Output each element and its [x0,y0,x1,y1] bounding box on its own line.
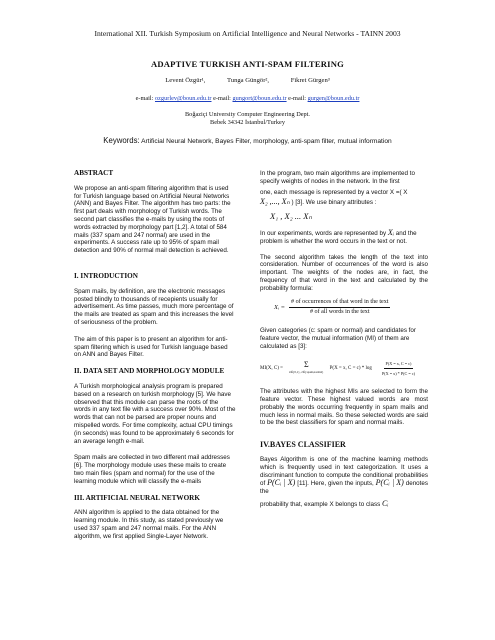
email-label: e-mail: [135,95,154,102]
email-label: e-mail: [213,95,231,102]
formula-denominator: # of all words in the text [309,309,370,316]
vector-tail: ) [3]. We use binary attributes : [291,199,377,207]
author-1: Levent Özgür¹, [165,77,206,84]
vector-expression: X₂ ,..., Xₙ [260,197,290,207]
paper-title: ADAPTIVE TURKISH ANTI-SPAM FILTERING [150,59,345,69]
affiliation-line-1: Boğaziçi University Computer Engineering Dept. [184,111,311,118]
affiliation [0,111,495,127]
class-symbol: Cᵢ [381,498,389,508]
right-paragraph-7 [260,500,428,509]
right-paragraph-6 [260,456,428,496]
right-paragraph-2a: In our experiments, words are represented by [260,229,387,237]
mi-sum-subscript: x∈{0,1}, c∈{spam,normal} [288,369,324,374]
word-symbol: Xᵢ [387,227,395,237]
right-paragraph-2b: and the problem is whether the word occurs in the text or not. [260,229,417,245]
running-header: International XII. Turkish Symposium on Artificial Intelligence and Neural Networks - TAINN 2003 [94,29,401,38]
email-label: e-mail: [288,95,306,102]
right-paragraph-6a: Bayes Algorithm is one of the machine learning methods which is frequently used in text categorization. It uses a discriminant function to compute the conditional probabilities of [260,455,428,488]
right-paragraph-2 [260,229,428,246]
mi-fraction [382,360,415,379]
affiliation-line-2: Bebek 34342 İstanbul/Turkey [210,119,285,126]
dataset-heading: II. DATA SET AND MORPHOLOGY MODULE [74,367,225,376]
formula-numerator: # of occurrences of that word in the text [289,299,390,309]
keywords-label: Keywords: [103,136,140,145]
email-link-1[interactable]: ozgurlev@boun.edu.tr [154,95,212,102]
mi-numerator: P(X = x, C = c) [384,360,414,370]
ann-heading: III. ARTIFICIAL NEURAL NETWORK [74,493,200,502]
mi-lhs: MI(X, C) = [260,365,283,371]
formula-lhs: Xᵢ = [274,303,286,311]
right-paragraph-1b: one, each message is represented by a vector X =( X [260,188,408,196]
formula-fraction [289,299,390,318]
right-paragraph-6b: [11]. Here, given the inputs, [297,480,374,488]
left-column [74,170,236,549]
right-paragraph-4: Given categories (c: spam or normal) and candidates for feature vector, the mutual information (MI) of them are calculated as [3]: [260,327,416,350]
author-3: Fikret Gürgen³ [290,77,330,84]
intro-paragraph-1: Spam mails, by definition, are the electronic messages posted blindly to thousands of recepients usually for advertisement. As time passes, much more percentage of the mails are treated as spam and this increases the level of seriousness of the problem. [74,287,234,326]
mi-term: P(X = x, C = c) * log [329,365,372,371]
ann-paragraph-1: ANN algorithm is applied to the data obtained for the learning module. In this study, as stated previously we used 337 spam and 247 normal mails. For the ANN algorithm, we first applied Single-Layer Network. [74,509,224,540]
vector-line [260,198,428,207]
keywords-text: Artificial Neural Network, Bayes Filter, morphology, anti-spam filter, mutual information [141,138,392,145]
right-paragraph-7a: probability that, example X belongs to class [260,500,381,508]
mi-sum-block [289,361,324,377]
bayes-heading: IV.BAYES CLASSIFIER [260,440,346,450]
conditional-prob-symbol-2: P(Cᵢ | X) [375,478,404,488]
email-link-3[interactable]: gurgen@boun.edu.tr [307,95,360,102]
binary-attributes-math: X₁ , X₂ ... Xₙ [270,211,312,222]
abstract-heading: ABSTRACT [74,169,114,177]
keywords-line [0,136,495,145]
abstract-text: We propose an anti-spam filtering algorithm that is used for Turkish language based on Artificial Neural Networks (ANN) and Bayes Filter. The algorithm has two parts: the first part deals with morphology of Turkish words. The second part classifies the e-mails by using the roots of words extracted by morphology part [1,2]. A total of 584 mails (337 spam and 247 normal) are used in the experiments. A success rate up to 95% of spam mail detection and 90% of normal mail detection is achieved. [74,184,231,255]
author-list [0,77,495,84]
right-column [260,170,428,518]
mi-denominator: P(X = x) * P(C = c) [381,371,416,377]
mutual-information-formula [260,360,428,379]
frequency-formula [274,299,428,318]
mi-sum-symbol: Σ [303,360,309,370]
right-paragraph-3: The second algorithm takes the length of the text into consideration. Number of occurrences of the word is also important. The weights of the nodes are, in fact, the frequency of that word in the text and calculated by the probability formula: [260,253,428,292]
right-paragraph-6c: denotes the [260,480,428,496]
email-link-2[interactable]: gungort@boun.edu.tr [232,95,287,102]
intro-paragraph-2: The aim of this paper is to present an algorithm for anti-spam filtering which is used for Turkish language based on ANN and Bayes Filter. [74,335,228,359]
intro-heading: I. INTRODUCTION [74,271,138,280]
email-line [0,95,495,102]
right-paragraph-1: In the program, two main algorithms are implemented to specify weights of nodes in the network. In the first [260,170,415,185]
dataset-paragraph-2: Spam mails are collected in two different mail addresses [6]. The morphology module uses these mails to create two main files (spam and normal) for the use of the learning module which will classify the e-mails [74,454,230,485]
dataset-paragraph-1: A Turkish morphological analysis program is prepared based on a research on turkish morphology [5]. We have observed that this module can parse the roots of the words in any text file with a success over 90%. Most of the words that can not be parsed are proper nouns and mispelled words. For time complexity, actual CPU timings (in seconds) was found to be approximately 6 seconds for an average length e-mail. [74,382,236,445]
author-2: Tunga Güngör², [226,77,270,84]
right-paragraph-5: The attributes with the highest MIs are selected to form the feature vector. These highest valued words are most probably the words occurring frequently in spam mails and much less in normal mails. So these selected words are said to be the best classifiers for spam and normal mails. [260,388,428,427]
conditional-prob-symbol-1: P(Cᵢ | X) [267,478,296,488]
